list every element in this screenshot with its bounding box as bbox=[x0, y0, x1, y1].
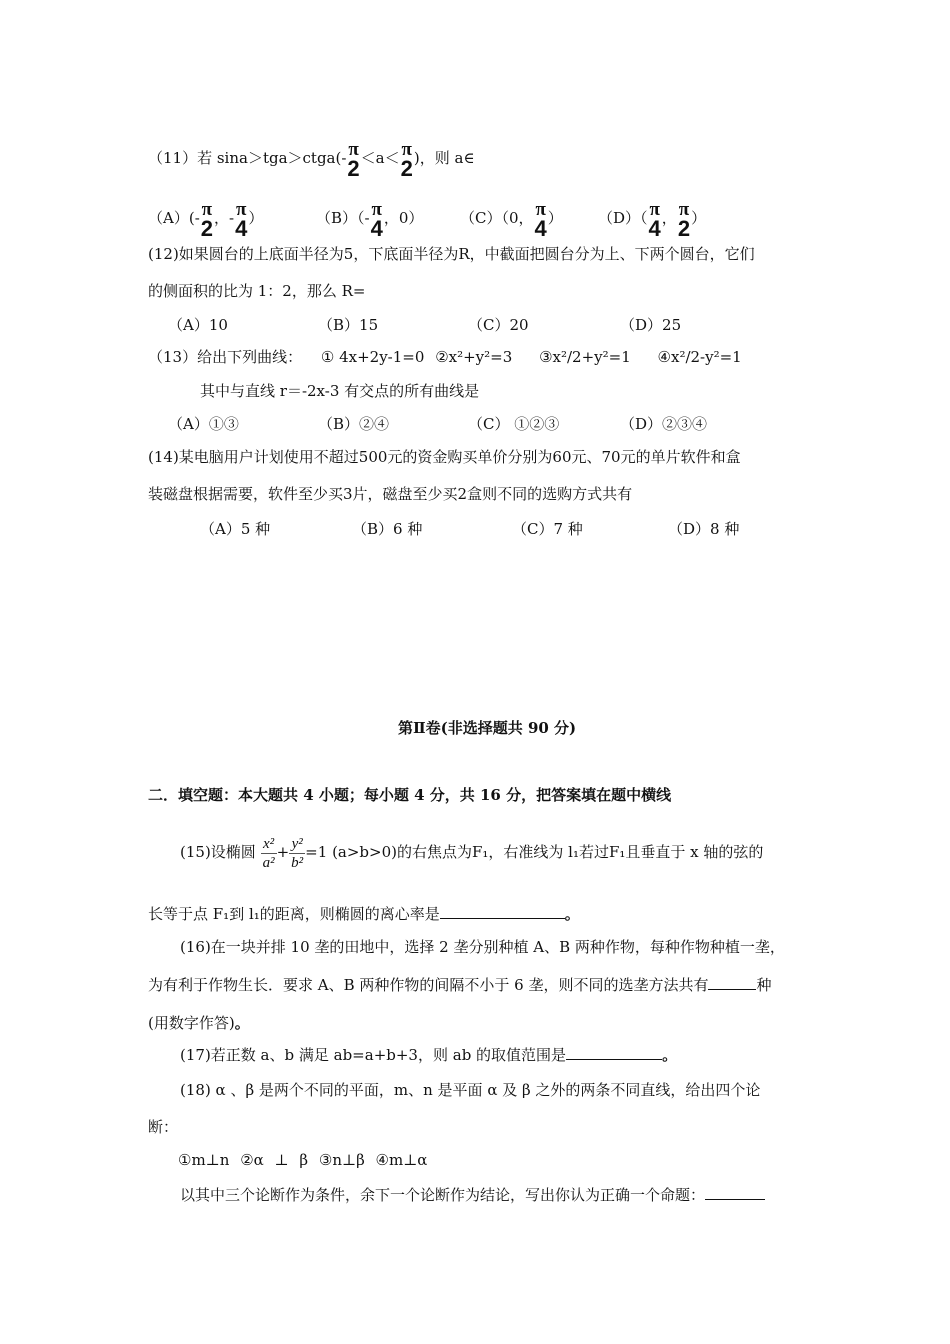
pi-fraction: π 2 bbox=[677, 199, 691, 241]
pi-fraction: π 2 bbox=[200, 199, 214, 241]
q16-line-1: (16)在一块并排 10 垄的田地中，选择 2 垄分别种植 A、B 两种作物，每种作物种植一垄， bbox=[180, 938, 785, 956]
answer-blank[interactable] bbox=[708, 975, 756, 990]
q14-option-a: （A）5 种 bbox=[200, 520, 271, 538]
q13-option-c: （C） ①②③ bbox=[468, 415, 560, 433]
q11-option-d: （D）（ π 4 ， π 2 ） bbox=[598, 199, 707, 241]
section-2-title: 二．填空题：本大题共 4 小题；每小题 4 分，共 16 分，把答案填在题中横线 bbox=[148, 786, 672, 804]
q11-option-b: （B）（- π 4 ，0） bbox=[316, 199, 424, 241]
q14-line-1: (14)某电脑用户计划使用不超过500元的资金购买单价分别为60元、70元的单片软件和盒 bbox=[148, 448, 741, 466]
q12-option-d: （D）25 bbox=[620, 316, 682, 334]
q14-option-c: （C）7 种 bbox=[512, 520, 583, 538]
pi-fraction: π 4 bbox=[648, 199, 661, 241]
pi-fraction: π 4 bbox=[534, 199, 547, 241]
q11-stem-mid: ＜a＜ bbox=[360, 149, 400, 167]
q18-line-3: ①m⊥n ②α ⊥ β ③n⊥β ④m⊥α bbox=[178, 1151, 428, 1169]
q11-stem-prefix: （11）若 sina＞tga＞ctga(- bbox=[148, 149, 347, 167]
q13-curve-1: ① 4x+2y-1=0 bbox=[320, 348, 425, 366]
answer-blank[interactable] bbox=[705, 1185, 765, 1200]
q18-line-4: 以其中三个论断作为条件，余下一个论断作为结论，写出你认为正确一个命题： bbox=[180, 1185, 765, 1205]
answer-blank[interactable] bbox=[440, 904, 565, 919]
q14-line-2: 装磁盘根据需要，软件至少买3片，磁盘至少买2盒则不同的选购方式共有 bbox=[148, 485, 633, 503]
q12-option-a: （A）10 bbox=[168, 316, 228, 334]
q13-option-b: （B）②④ bbox=[318, 415, 390, 433]
q11-option-c: （C）（0， π 4 ） bbox=[460, 199, 563, 241]
q16-line-2: 为有利于作物生长．要求 A、B 两种作物的间隔不小于 6 垄，则不同的选垄方法共有 种 bbox=[148, 976, 772, 994]
q14-option-b: （B）6 种 bbox=[352, 520, 423, 538]
part-2-title: 第Ⅱ卷(非选择题共 90 分) bbox=[398, 719, 577, 737]
q11-stem bbox=[148, 139, 475, 181]
pi-over-2-fraction: π 2 bbox=[400, 139, 413, 181]
q16-line-3: (用数字作答)。 bbox=[148, 1014, 250, 1032]
x-squared-over-a-squared: $\frac{\text{x²}}{\text{a²}}$ bbox=[262, 835, 275, 871]
q12-line-1: (12)如果圆台的上底面半径为5，下底面半径为R，中截面把圆台分为上、下两个圆台，它们 bbox=[148, 245, 755, 263]
q12-option-b: （B）15 bbox=[318, 316, 379, 334]
q18-line-1: (18) α 、β 是两个不同的平面，m、n 是平面 α 及 β 之外的两条不同直线，给出四个论 bbox=[180, 1081, 761, 1099]
q17-line: (17)若正数 a、b 满足 ab=a+b+3，则 ab 的取值范围是 。 bbox=[180, 1046, 678, 1064]
pi-fraction: π 4 bbox=[235, 199, 248, 241]
answer-blank[interactable] bbox=[566, 1045, 662, 1060]
q13-curve-4: ④x²/2-y²=1 bbox=[657, 348, 742, 366]
q13-line-2: 其中与直线 r＝-2x-3 有交点的所有曲线是 bbox=[200, 382, 480, 400]
q13-line-1: （13）给出下列曲线： ① 4x+2y-1=0 ②x²+y²=3 ③x²/2+y²=1 ④x²/2-y²=1 bbox=[148, 348, 742, 366]
q13-curve-2: ②x²+y²=3 bbox=[435, 348, 513, 366]
q14-option-d: （D）8 种 bbox=[668, 520, 740, 538]
q12-option-c: （C）20 bbox=[468, 316, 529, 334]
q13-curve-3: ③x²/2+y²=1 bbox=[539, 348, 631, 366]
y-squared-over-b-squared: $\frac{\text{y²}}{\text{b²}}$ bbox=[291, 835, 304, 871]
q11-option-a: （A）(- π 2 ，- π 4 ） bbox=[148, 199, 264, 241]
q12-line-2: 的侧面积的比为 1：2，那么 R= bbox=[148, 282, 366, 300]
q11-stem-suffix: )，则 a∈ bbox=[413, 149, 475, 167]
pi-fraction: π 4 bbox=[370, 199, 383, 241]
q13-option-a: （A）①③ bbox=[168, 415, 239, 433]
q15-line-2: 长等于点 F₁到 l₁的距离，则椭圆的离心率是 。 bbox=[148, 905, 580, 923]
q13-option-d: （D）②③④ bbox=[620, 415, 708, 433]
pi-over-2-fraction: π 2 bbox=[347, 139, 360, 181]
q15-line-1: (15)设椭圆 $\frac{\text{x²}}{\text{a²}}$ + $\frac{\text{y²}}{\text{b²}}$ =1 (a>b>0)的右焦点为F₁，右准线为 l₁若过F₁且垂直于 x 轴的弦的 bbox=[180, 835, 764, 871]
q18-line-2: 断： bbox=[148, 1118, 179, 1136]
